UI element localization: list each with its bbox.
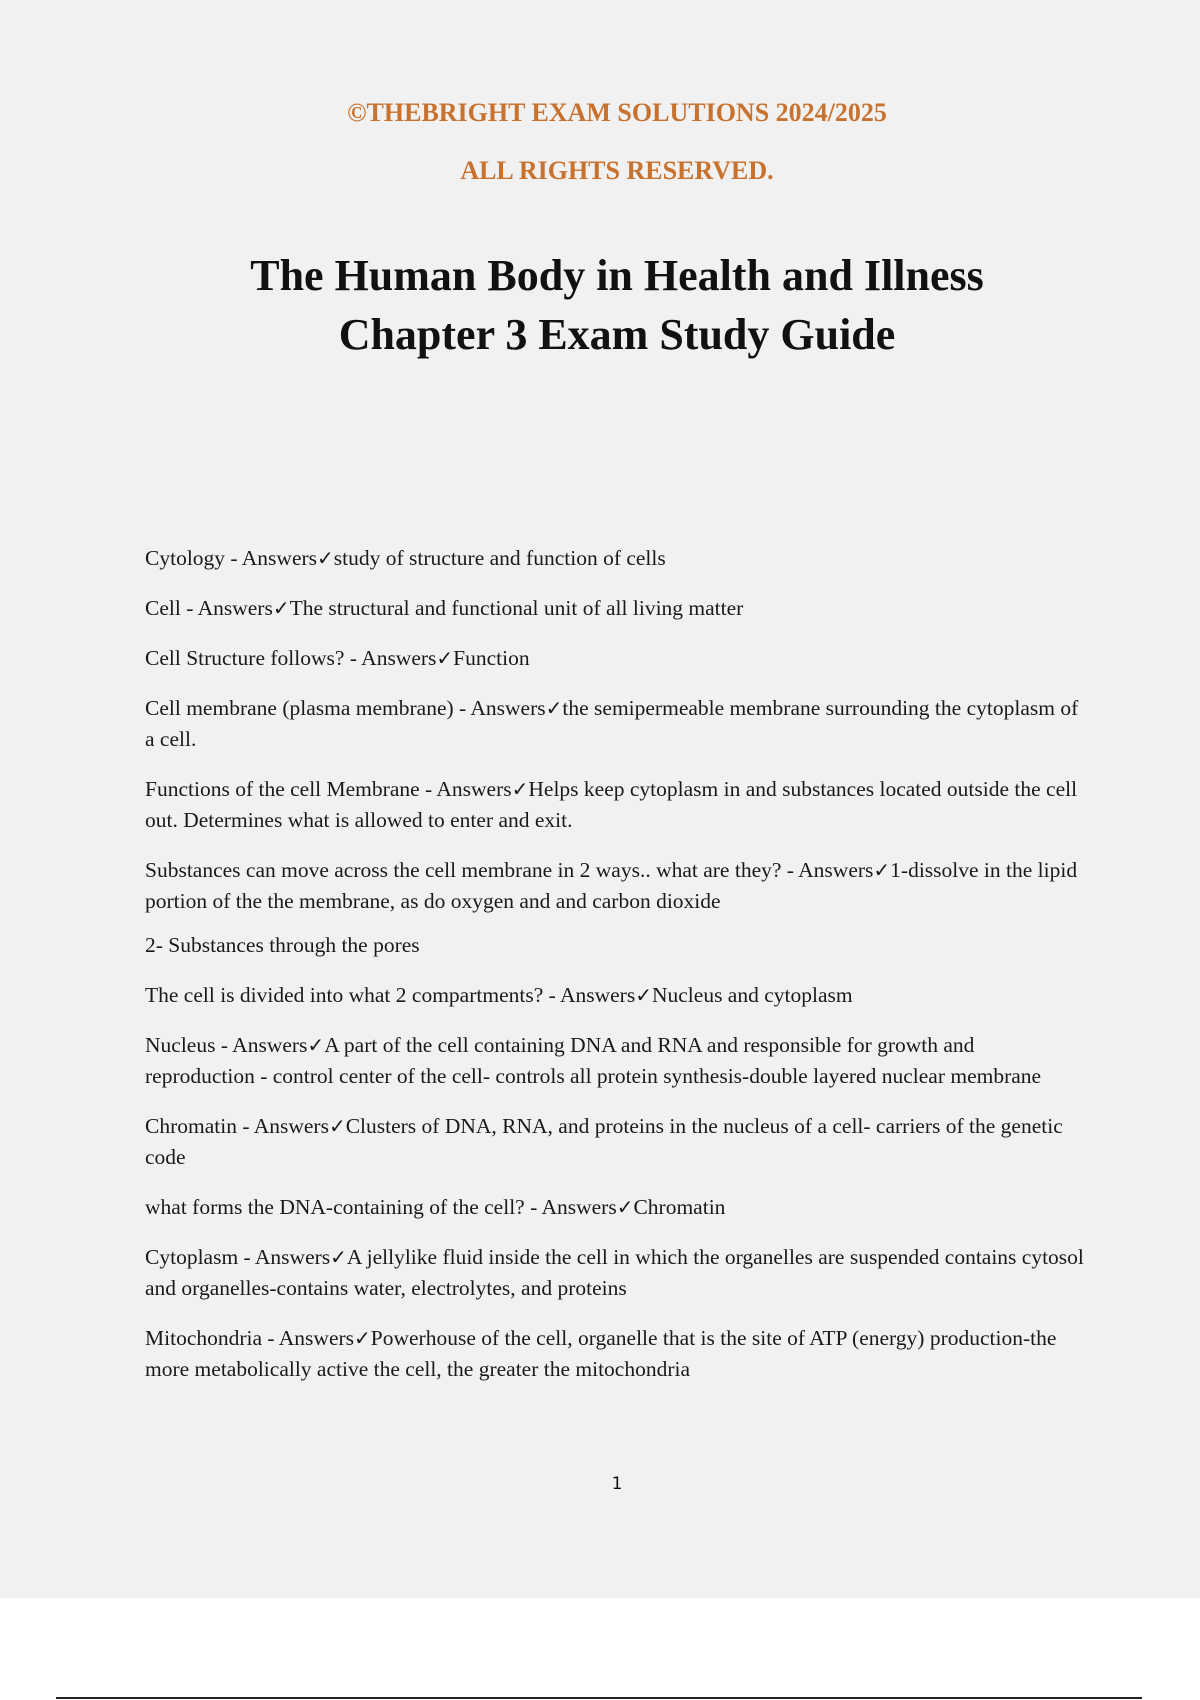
qa-term: Mitochondria bbox=[145, 1326, 263, 1350]
qa-item bbox=[145, 1111, 1085, 1173]
qa-separator: - Answers bbox=[543, 983, 636, 1007]
qa-separator: - Answers bbox=[236, 1114, 329, 1138]
check-icon: ✓ bbox=[545, 696, 563, 720]
check-icon: ✓ bbox=[272, 596, 290, 620]
qa-separator: - Answers bbox=[419, 777, 512, 801]
qa-answer: study of structure and function of cells bbox=[333, 546, 666, 570]
check-icon: ✓ bbox=[436, 646, 454, 670]
qa-continuation: 2- Substances through the pores bbox=[145, 933, 420, 957]
qa-term: Functions of the cell Membrane bbox=[145, 777, 420, 801]
check-icon: ✓ bbox=[330, 1245, 347, 1269]
qa-answer: The structural and functional unit of all living matter bbox=[289, 596, 744, 620]
qa-separator: - Answers bbox=[781, 858, 874, 882]
qa-term: what forms the DNA-containing of the cell? bbox=[145, 1195, 525, 1219]
check-icon: ✓ bbox=[328, 1114, 346, 1138]
qa-answer: A jellylike fluid inside the cell in which the organelles are suspended contains cytosol and organelles-contains water, electrolytes, and proteins bbox=[145, 1245, 1084, 1300]
qa-separator: - Answers bbox=[238, 1245, 331, 1269]
qa-item bbox=[145, 693, 1085, 755]
check-icon: ✓ bbox=[307, 1033, 325, 1057]
qa-term: Chromatin bbox=[145, 1114, 237, 1138]
check-icon: ✓ bbox=[354, 1326, 371, 1350]
qa-term: The cell is divided into what 2 compartments? bbox=[145, 983, 544, 1007]
qa-term: Cell bbox=[145, 596, 181, 620]
check-icon: ✓ bbox=[511, 777, 529, 801]
qa-item bbox=[145, 543, 1085, 574]
qa-answer: Function bbox=[453, 646, 530, 670]
qa-answer: Nucleus and cytoplasm bbox=[651, 983, 853, 1007]
qa-item bbox=[145, 1192, 1085, 1223]
qa-answer: 1-dissolve in the lipid portion of the the membrane, as do oxygen and and carbon dioxide bbox=[145, 858, 1078, 913]
qa-answer: Helps keep cytoplasm in and substances located outside the cell out. Determines what is allowed to enter and exit. bbox=[145, 777, 1078, 832]
page-number: 1 bbox=[611, 1474, 623, 1494]
qa-answer: Chromatin bbox=[633, 1195, 726, 1219]
qa-item bbox=[145, 643, 1085, 674]
qa-term: Nucleus bbox=[145, 1033, 216, 1057]
qa-separator: - Answers bbox=[453, 696, 546, 720]
qa-item bbox=[145, 1242, 1085, 1304]
qa-term: Cytoplasm bbox=[145, 1245, 239, 1269]
qa-item bbox=[145, 774, 1085, 836]
qa-term: Substances can move across the cell membrane in 2 ways.. what are they? bbox=[145, 858, 782, 882]
qa-separator: - Answers bbox=[344, 646, 437, 670]
qa-answer: A part of the cell containing DNA and RNA and responsible for growth and reproduction - control center of the cell- controls all protein synthesis-double layered nuclear membrane bbox=[145, 1033, 1042, 1088]
qa-item bbox=[145, 593, 1085, 624]
qa-answer: Clusters of DNA, RNA, and proteins in the nucleus of a cell- carriers of the genetic code bbox=[145, 1114, 1063, 1169]
qa-separator: - Answers bbox=[262, 1326, 355, 1350]
bottom-divider bbox=[56, 1697, 1142, 1699]
qa-term: Cytology bbox=[145, 546, 226, 570]
check-icon: ✓ bbox=[317, 546, 334, 570]
check-icon: ✓ bbox=[616, 1195, 634, 1219]
qa-item bbox=[145, 1030, 1085, 1092]
page-subtitle: Chapter 3 Exam Study Guide bbox=[338, 310, 896, 359]
check-icon: ✓ bbox=[873, 858, 891, 882]
qa-item bbox=[145, 855, 1085, 917]
qa-item bbox=[145, 1323, 1085, 1385]
check-icon: ✓ bbox=[635, 983, 652, 1007]
qa-list bbox=[145, 543, 1085, 1404]
qa-separator: - Answers bbox=[524, 1195, 617, 1219]
qa-separator: - Answers bbox=[180, 596, 273, 620]
qa-separator: - Answers bbox=[215, 1033, 308, 1057]
qa-item bbox=[145, 980, 1085, 1011]
rights-reserved-line: ALL RIGHTS RESERVED. bbox=[460, 156, 774, 185]
qa-answer: Powerhouse of the cell, organelle that is the site of ATP (energy) production-the more metabolically active the cell, the greater the mitochondria bbox=[145, 1326, 1057, 1381]
page-title: The Human Body in Health and Illness bbox=[250, 251, 984, 300]
copyright-line: ©THEBRIGHT EXAM SOLUTIONS 2024/2025 bbox=[347, 98, 887, 127]
qa-term: Cell Structure follows? bbox=[145, 646, 345, 670]
qa-separator: - Answers bbox=[225, 546, 318, 570]
qa-answer: the semipermeable membrane surrounding the cytoplasm of a cell. bbox=[145, 696, 1079, 751]
qa-term: Cell membrane (plasma membrane) bbox=[145, 696, 454, 720]
